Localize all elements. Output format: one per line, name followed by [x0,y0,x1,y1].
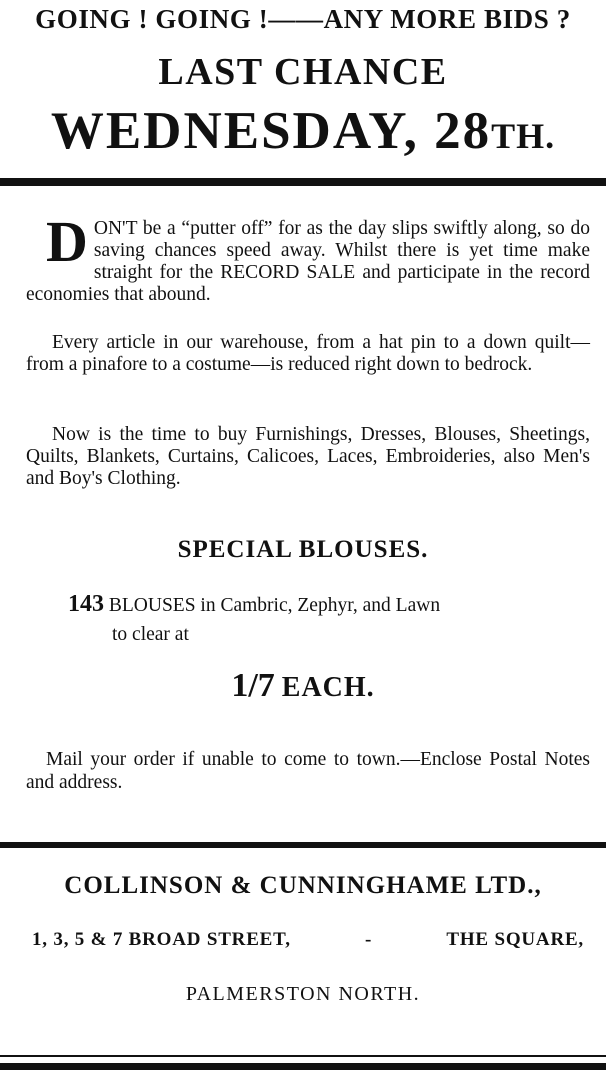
headline-date [0,101,606,161]
headline-date-main: WEDNESDAY, 28 [50,102,492,160]
drop-cap: D [46,209,88,274]
headline-going-going: GOING ! GOING !——ANY MORE BIDS ? [35,4,571,34]
paragraph-intro [26,209,590,306]
price-value: 1/7 [231,667,275,704]
address-separator: - [365,929,373,950]
paragraph-every-article: Every article in our warehouse, from a hat pin to a down quilt—from a pinafore to a costume—is reduced right down to bedrock. [26,332,590,375]
company-town: PALMERSTON NORTH. [185,983,421,1005]
divider-footer-thick [0,1063,606,1070]
paragraph-now-is-time: Now is the time to buy Furnishings, Dresses, Blouses, Sheetings, Quilts, Blankets, Curtains, Calicoes, Laces, Embroideries, also Men's and Boy's Clothing. [26,424,590,489]
price-unit: EACH. [281,672,375,703]
blouses-offer [68,592,588,618]
address-the-square: THE SQUARE, [446,929,584,950]
headline-date-suffix: TH. [491,116,556,156]
blouses-description: BLOUSES in Cambric, Zephyr, and Lawn [108,595,441,616]
blouses-count: 143 [68,591,104,617]
headline-last-chance: LAST CHANCE [158,51,448,93]
divider-top [0,178,606,186]
divider-footer-thin [0,1055,606,1057]
paragraph-intro-text: ON'T be a “putter off” for as the day slips swiftly along, so do saving chances speed away. Whilst there is yet time make straight for the RECORD SALE and participate in the record economies that abound. [26,218,590,305]
divider-bottom [0,842,606,848]
company-address [32,929,584,951]
company-name: COLLINSON & CUNNINGHAME LTD., [64,872,542,899]
price-line [0,667,606,705]
special-blouses-heading: SPECIAL BLOUSES. [177,536,429,563]
address-broad-street: 1, 3, 5 & 7 BROAD STREET, [32,929,291,950]
clear-at-text: to clear at [112,624,189,645]
mail-order-text: Mail your order if unable to come to town.—Enclose Postal Notes and address. [26,749,590,793]
